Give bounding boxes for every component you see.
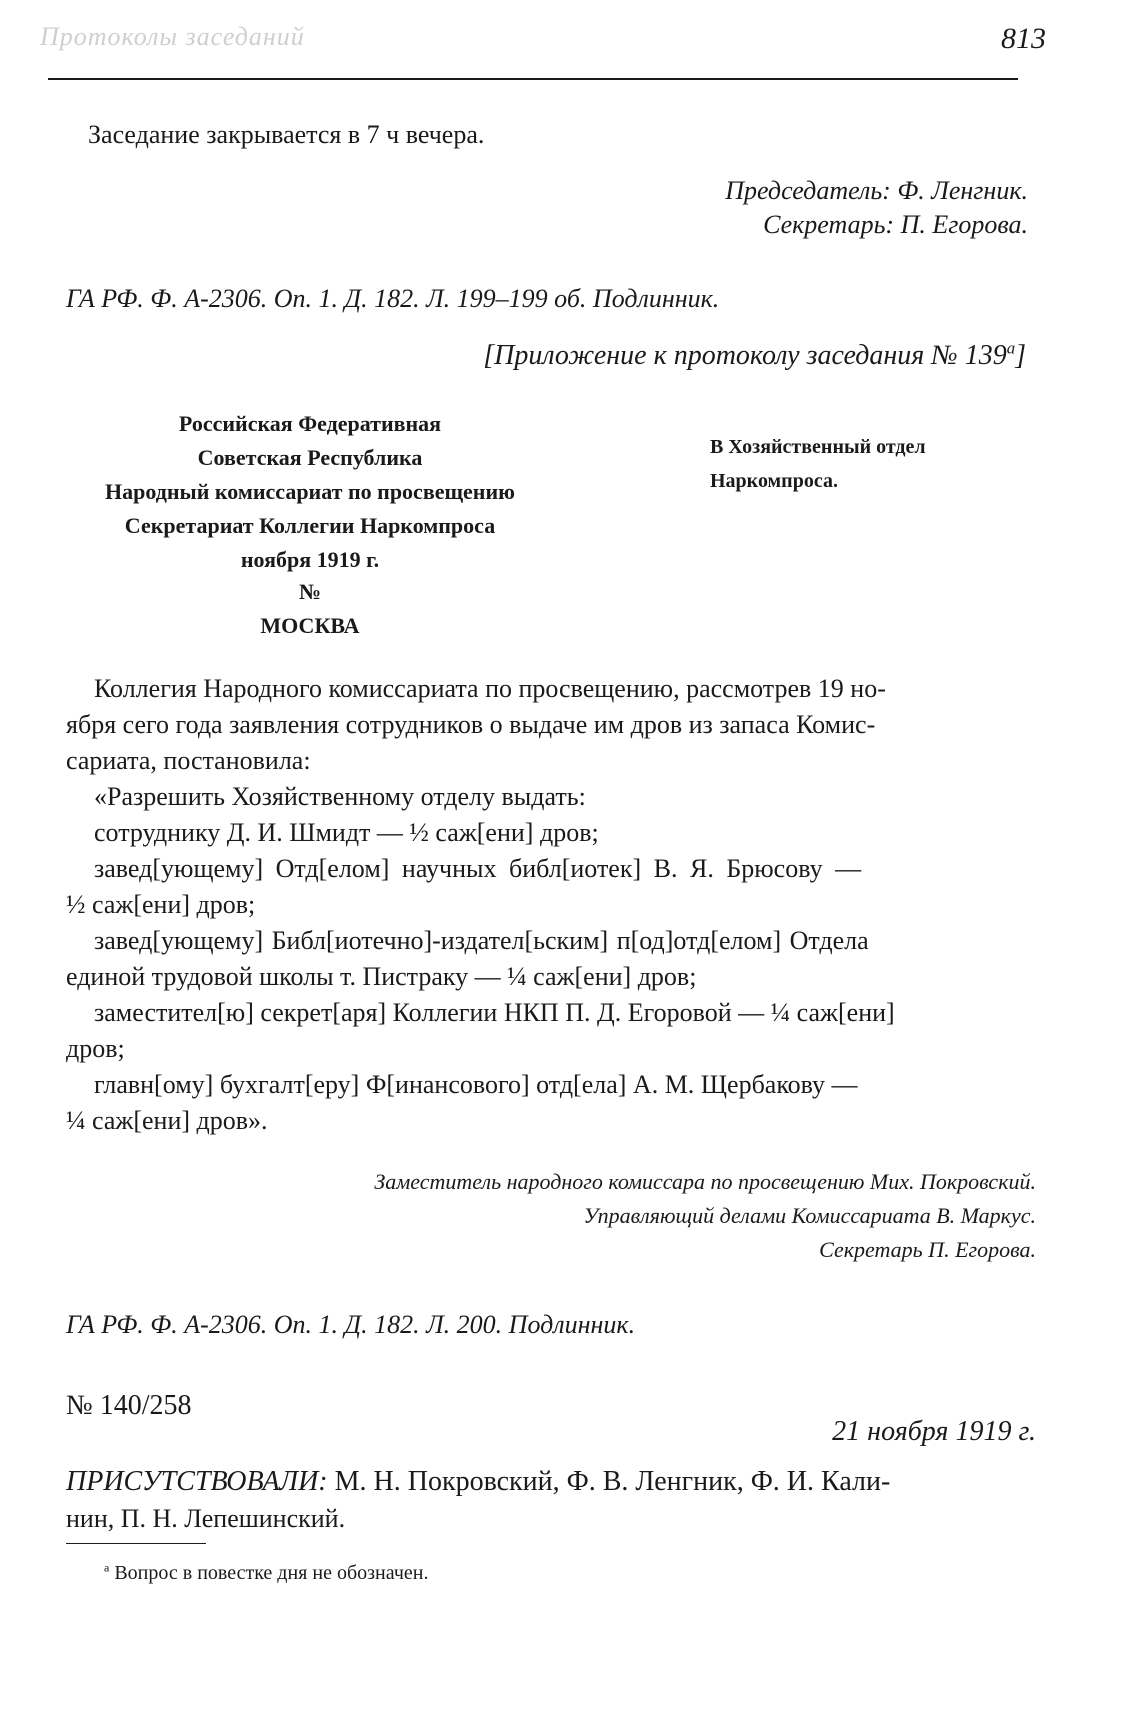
archive-reference-2: ГА РФ. Ф. А-2306. Оп. 1. Д. 182. Л. 200. Подлинник. bbox=[66, 1310, 636, 1339]
body-p6-line-1: заместител[ю] секрет[аря] Коллегии НКП П. Д. Егоровой — ¼ саж[ени] bbox=[94, 998, 895, 1027]
present-names-2: нин, П. Н. Лепешинский. bbox=[66, 1504, 346, 1533]
letterhead-line-6: № bbox=[298, 579, 322, 604]
body-p5-line-2: единой трудовой школы т. Пистраку — ¼ саж[ени] дров; bbox=[66, 962, 697, 991]
body-p7-line-1: главн[ому] бухгалт[еру] Ф[инансового] отд[ела] А. М. Щербакову — bbox=[94, 1070, 858, 1099]
footnote-rule bbox=[66, 1543, 206, 1544]
letterhead-line-7: МОСКВА bbox=[260, 613, 360, 638]
addressee-line-1: В Хозяйственный отдел bbox=[710, 436, 926, 458]
addressee-line-2: Наркомпроса. bbox=[710, 470, 838, 492]
letterhead-line-4: Секретариат Коллегии Наркомпроса bbox=[124, 513, 496, 538]
secretary-signature: Секретарь: П. Егорова. bbox=[763, 210, 1028, 239]
letterhead-line-3: Народный комиссариат по просвещению bbox=[105, 479, 515, 504]
body-p3: сотруднику Д. И. Шмидт — ½ саж[ени] дров; bbox=[94, 818, 599, 847]
body-p2: «Разрешить Хозяйственному отделу выдать: bbox=[94, 782, 586, 811]
body-p6-line-2: дров; bbox=[66, 1034, 125, 1063]
archive-reference-1: ГА РФ. Ф. А-2306. Оп. 1. Д. 182. Л. 199–199 об. Подлинник. bbox=[66, 284, 720, 313]
body-p4-line-2: ½ саж[ени] дров; bbox=[66, 890, 256, 919]
protocol-date: 21 ноября 1919 г. bbox=[832, 1416, 1036, 1447]
appendix-heading bbox=[483, 338, 1026, 374]
footnote-text: Вопрос в повестке дня не обозначен. bbox=[114, 1562, 429, 1584]
letterhead-line-1: Российская Федеративная bbox=[178, 411, 442, 436]
footnote bbox=[104, 1560, 428, 1586]
protocol-number: № 140/258 bbox=[66, 1390, 192, 1421]
letterhead-line-5: ноября 1919 г. bbox=[240, 547, 380, 572]
body-p7-line-2: ¼ саж[ени] дров». bbox=[66, 1106, 268, 1135]
appendix-heading-text: [Приложение к протоколу заседания № 139 bbox=[483, 340, 1007, 371]
appendix-footnote-marker: а bbox=[1006, 338, 1016, 358]
body-p1-line-3: сариата, постановила: bbox=[66, 746, 311, 775]
header-rule bbox=[48, 78, 1018, 80]
signature-secretary: Секретарь П. Егорова. bbox=[819, 1237, 1036, 1262]
chair-signature: Председатель: Ф. Ленгник. bbox=[725, 176, 1028, 205]
page-number: 813 bbox=[1001, 22, 1046, 55]
running-title: Протоколы заседаний bbox=[40, 22, 305, 51]
letterhead-line-2: Советская Республика bbox=[197, 445, 423, 470]
footnote-marker: а bbox=[104, 1560, 110, 1575]
present-line-1 bbox=[66, 1464, 890, 1500]
appendix-heading-end: ] bbox=[1015, 340, 1026, 371]
body-p4-line-1: завед[ующему] Отд[елом] научных библ[иотек] В. Я. Брюсову — bbox=[94, 854, 862, 883]
body-p5-line-1: завед[ующему] Библ[иотечно]-издател[ьским] п[од]отд[елом] Отдела bbox=[94, 926, 869, 955]
closing-text: Заседание закрывается в 7 ч вечера. bbox=[88, 120, 485, 149]
present-names-1: М. Н. Покровский, Ф. В. Ленгник, Ф. И. Кали- bbox=[334, 1466, 891, 1497]
present-label: ПРИСУТСТВОВАЛИ: bbox=[66, 1466, 328, 1497]
signature-deputy-commissar: Заместитель народного комиссара по просвещению Мих. Покровский. bbox=[374, 1169, 1036, 1194]
body-p1-line-1: Коллегия Народного комиссариата по просвещению, рассмотрев 19 но- bbox=[94, 674, 886, 703]
signature-business-manager: Управляющий делами Комиссариата В. Маркус. bbox=[583, 1203, 1036, 1228]
body-p1-line-2: ября сего года заявления сотрудников о выдаче им дров из запаса Комис- bbox=[66, 710, 876, 739]
